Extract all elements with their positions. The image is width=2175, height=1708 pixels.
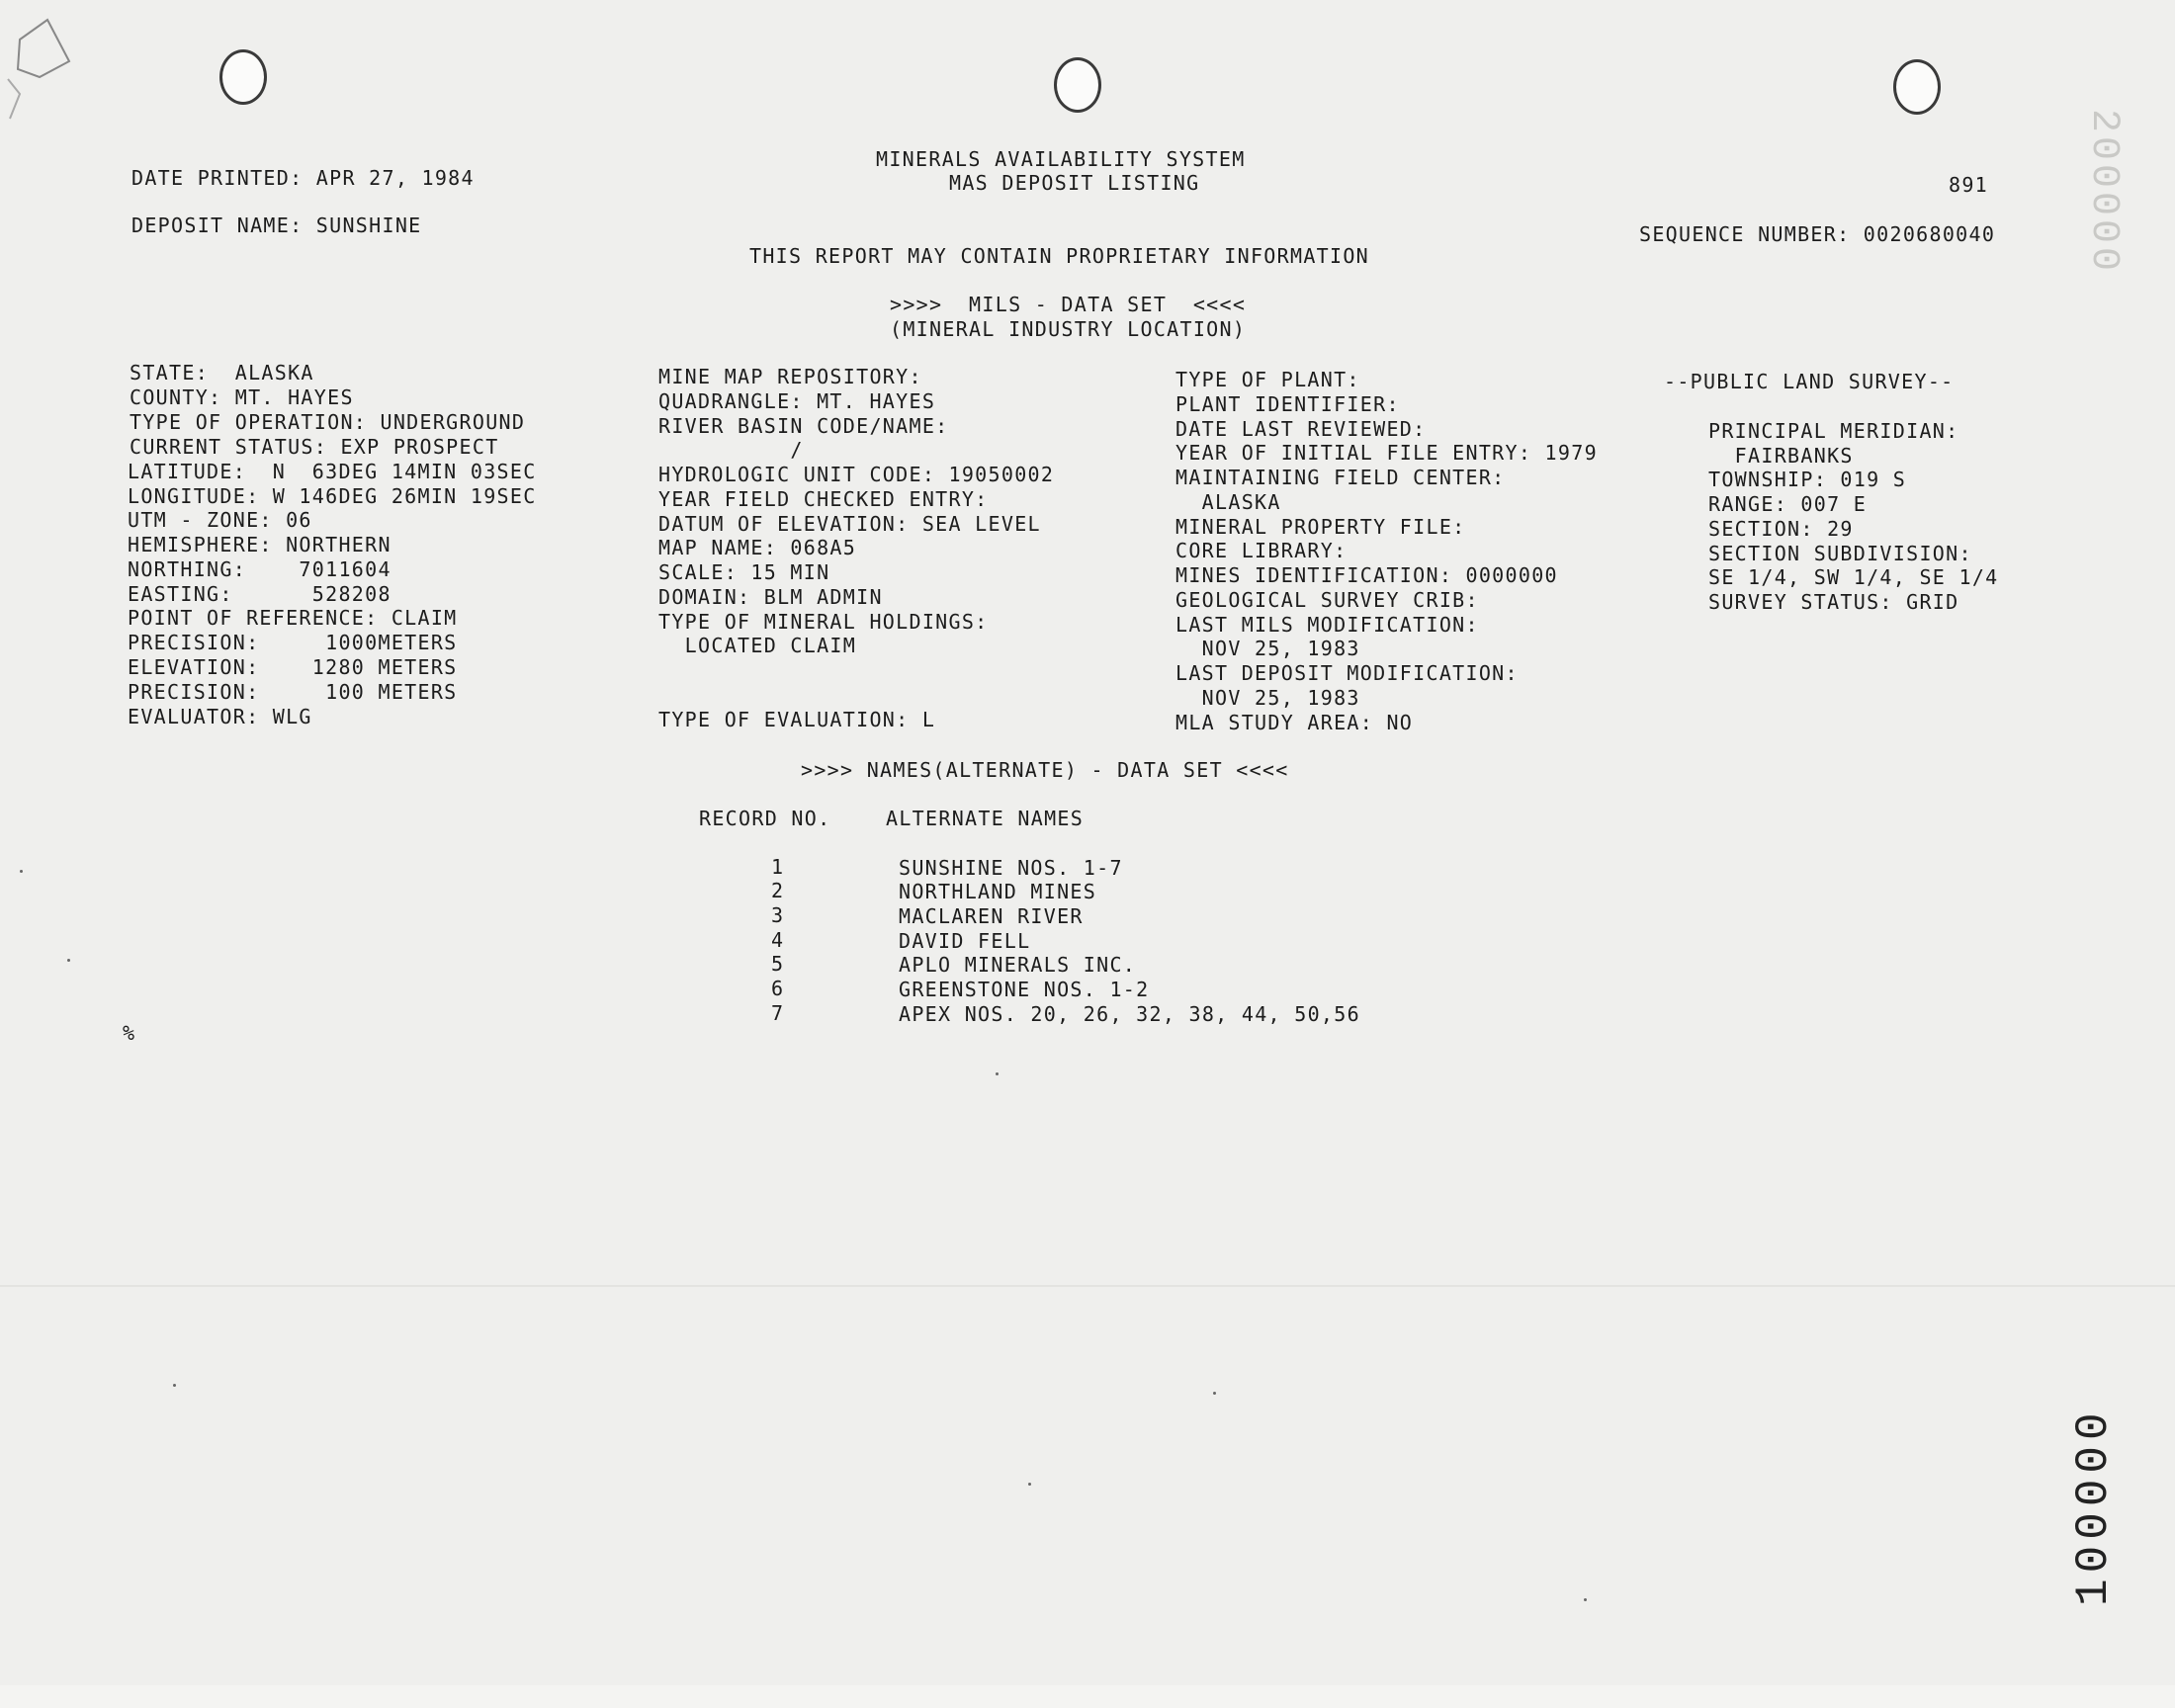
alternate-name: SUNSHINE NOS. 1-7: [899, 856, 1123, 880]
col4-line: TOWNSHIP: 019 S: [1708, 468, 1907, 491]
page-fold-line: [0, 1285, 2175, 1287]
deposit-name: DEPOSIT NAME: SUNSHINE: [131, 214, 422, 237]
col4-line: PRINCIPAL MERIDIAN:: [1708, 419, 1959, 443]
col3-line: MLA STUDY AREA: NO: [1175, 711, 1414, 734]
col3-line: PLANT IDENTIFIER:: [1175, 392, 1400, 416]
proprietary-notice: THIS REPORT MAY CONTAIN PROPRIETARY INFORMATION: [749, 244, 1370, 268]
record-number: 6: [771, 977, 785, 1000]
scan-speck: [1028, 1483, 1031, 1486]
col1-line: LATITUDE: N 63DEG 14MIN 03SEC: [128, 460, 537, 483]
col4-line: FAIRBANKS: [1708, 444, 1854, 468]
col3-line: DATE LAST REVIEWED:: [1175, 417, 1427, 441]
col2-line: TYPE OF EVALUATION: L: [658, 708, 936, 731]
col1-line: LONGITUDE: W 146DEG 26MIN 19SEC: [128, 484, 537, 508]
alternate-names-header: ALTERNATE NAMES: [886, 807, 1085, 830]
record-number: 5: [771, 952, 785, 976]
col1-line: EASTING: 528208: [128, 582, 392, 606]
date-printed: DATE PRINTED: APR 27, 1984: [131, 166, 475, 190]
col3-line: GEOLOGICAL SURVEY CRIB:: [1175, 588, 1479, 612]
col3-line: ALASKA: [1175, 490, 1281, 514]
col1-line: COUNTY: MT. HAYES: [130, 385, 354, 409]
col2-line: QUADRANGLE: MT. HAYES: [658, 389, 936, 413]
col3-line: NOV 25, 1983: [1175, 637, 1360, 660]
col1-line: PRECISION: 1000METERS: [128, 631, 458, 654]
dataset-title: >>>> MILS - DATA SET <<<<: [890, 293, 1247, 316]
col4-line: RANGE: 007 E: [1708, 492, 1868, 516]
scan-speck: [996, 1072, 999, 1075]
dataset-subtitle: (MINERAL INDUSTRY LOCATION): [890, 317, 1247, 341]
col1-line: PRECISION: 100 METERS: [128, 680, 458, 704]
record-number: 3: [771, 903, 785, 927]
col1-line: STATE: ALASKA: [130, 361, 314, 384]
names-title: >>>> NAMES(ALTERNATE) - DATA SET <<<<: [801, 758, 1289, 782]
listing-title: MAS DEPOSIT LISTING: [949, 171, 1200, 195]
col4-line: SECTION SUBDIVISION:: [1708, 542, 1972, 565]
col2-line: RIVER BASIN CODE/NAME:: [658, 414, 949, 438]
record-no-header: RECORD NO.: [699, 807, 831, 830]
col2-line: YEAR FIELD CHECKED ENTRY:: [658, 487, 989, 511]
col1-line: TYPE OF OPERATION: UNDERGROUND: [130, 410, 526, 434]
scan-speck: [173, 1384, 176, 1387]
record-number: 1: [771, 855, 785, 879]
col1-line: NORTHING: 7011604: [128, 557, 392, 581]
scan-speck: [67, 959, 70, 962]
scan-speck: [20, 870, 23, 873]
page-number: 891: [1949, 173, 1989, 197]
col1-line: ELEVATION: 1280 METERS: [128, 655, 458, 679]
col1-line: CURRENT STATUS: EXP PROSPECT: [130, 435, 499, 459]
col2-line: TYPE OF MINERAL HOLDINGS:: [658, 610, 989, 634]
col3-line: TYPE OF PLANT:: [1175, 368, 1360, 391]
sequence-number: SEQUENCE NUMBER: 0020680040: [1639, 222, 1996, 246]
survey-title: --PUBLIC LAND SURVEY--: [1664, 370, 1955, 393]
col1-line: HEMISPHERE: NORTHERN: [128, 533, 392, 556]
col2-line: MAP NAME: 068A5: [658, 536, 857, 559]
col2-line: DATUM OF ELEVATION: SEA LEVEL: [658, 512, 1041, 536]
alternate-name: GREENSTONE NOS. 1-2: [899, 978, 1150, 1001]
alternate-name: NORTHLAND MINES: [899, 880, 1097, 903]
punch-hole-center: [1054, 57, 1101, 113]
col2-line: HYDROLOGIC UNIT CODE: 19050002: [658, 463, 1055, 486]
col4-line: SURVEY STATUS: GRID: [1708, 590, 1959, 614]
footer-mark: %: [123, 1021, 136, 1045]
punch-hole-right: [1893, 59, 1941, 115]
col1-line: POINT OF REFERENCE: CLAIM: [128, 606, 458, 630]
col3-line: NOV 25, 1983: [1175, 686, 1360, 710]
system-title: MINERALS AVAILABILITY SYSTEM: [876, 147, 1246, 171]
col3-line: YEAR OF INITIAL FILE ENTRY: 1979: [1175, 441, 1598, 465]
col2-line: MINE MAP REPOSITORY:: [658, 365, 922, 388]
faint-stamp-number: 200000: [2081, 109, 2126, 276]
stamp-number: 100000: [2068, 1407, 2120, 1606]
punch-hole-left: [219, 49, 267, 105]
col2-line: /: [658, 438, 804, 462]
scan-speck: [1584, 1598, 1587, 1601]
col2-line: SCALE: 15 MIN: [658, 560, 830, 584]
col3-line: LAST DEPOSIT MODIFICATION:: [1175, 661, 1519, 685]
col3-line: LAST MILS MODIFICATION:: [1175, 613, 1479, 637]
record-number: 4: [771, 928, 785, 952]
col2-line: LOCATED CLAIM: [658, 634, 857, 657]
col3-line: CORE LIBRARY:: [1175, 539, 1348, 562]
torn-corner-mark: [0, 0, 89, 128]
col4-line: SECTION: 29: [1708, 517, 1854, 541]
col3-line: MINERAL PROPERTY FILE:: [1175, 515, 1466, 539]
col4-line: SE 1/4, SW 1/4, SE 1/4: [1708, 565, 1999, 589]
col1-line: UTM - ZONE: 06: [128, 508, 312, 532]
record-number: 2: [771, 879, 785, 902]
alternate-name: MACLAREN RIVER: [899, 904, 1084, 928]
scan-speck: [1213, 1392, 1216, 1395]
col3-line: MAINTAINING FIELD CENTER:: [1175, 466, 1506, 489]
col1-line: EVALUATOR: WLG: [128, 705, 312, 728]
alternate-name: DAVID FELL: [899, 929, 1031, 953]
record-number: 7: [771, 1001, 785, 1025]
alternate-name: APLO MINERALS INC.: [899, 953, 1137, 977]
alternate-name: APEX NOS. 20, 26, 32, 38, 44, 50,56: [899, 1002, 1360, 1026]
col2-line: DOMAIN: BLM ADMIN: [658, 585, 883, 609]
col3-line: MINES IDENTIFICATION: 0000000: [1175, 563, 1558, 587]
